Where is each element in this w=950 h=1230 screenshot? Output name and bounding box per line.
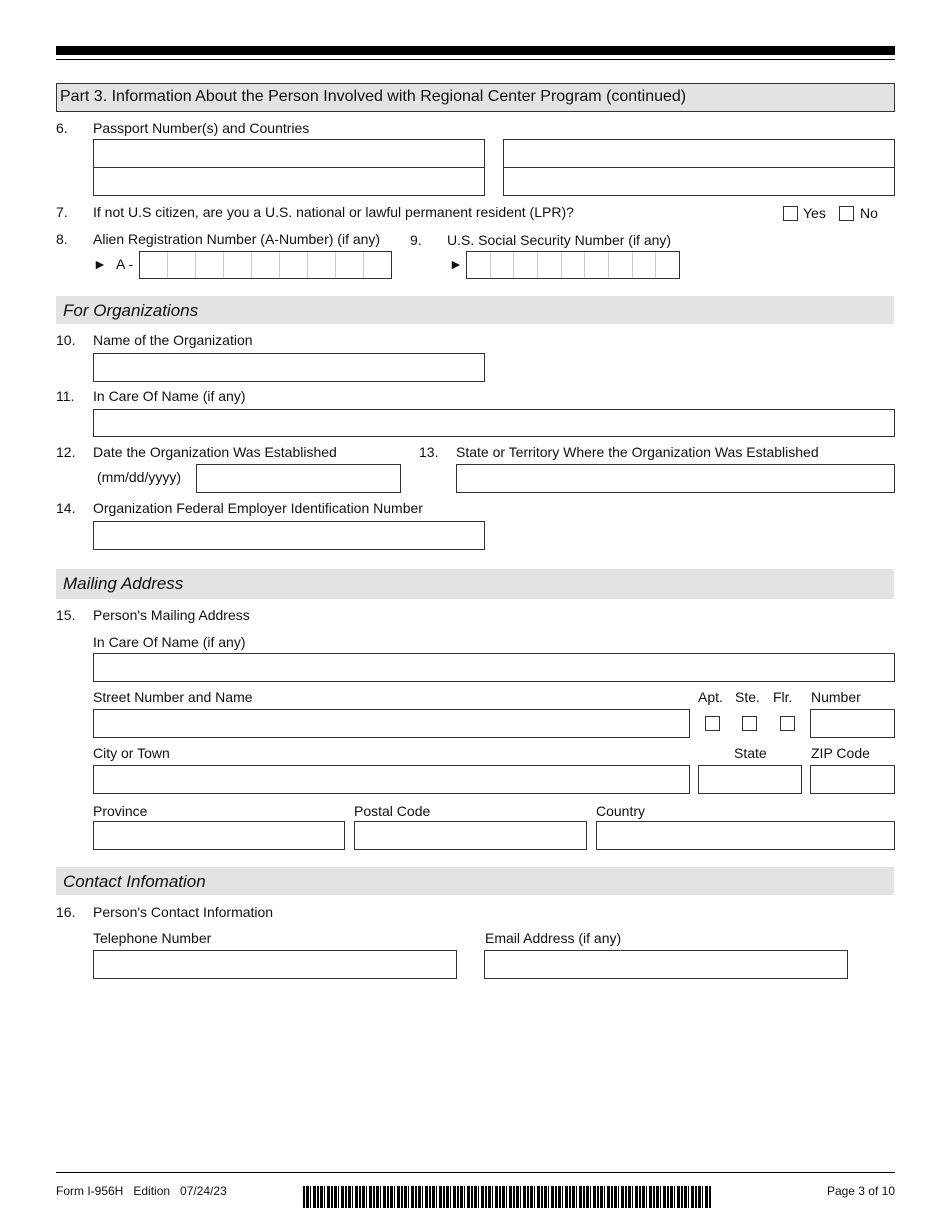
q15-label: Person's Mailing Address: [93, 607, 250, 623]
q11-label: In Care Of Name (if any): [93, 388, 246, 404]
city-input[interactable]: [93, 765, 690, 794]
passport-field-3[interactable]: [503, 139, 895, 168]
q8-arrow-icon: ►: [93, 256, 107, 272]
province-label: Province: [93, 803, 148, 819]
ste-label: Ste.: [735, 689, 760, 705]
footer-page-number: Page 3 of 10: [826, 1184, 895, 1198]
apt-checkbox[interactable]: [705, 716, 720, 731]
q7-no-label: No: [860, 205, 878, 221]
q11-number: 11.: [56, 388, 75, 404]
province-input[interactable]: [93, 821, 345, 850]
ssn-input[interactable]: [466, 251, 680, 279]
postal-code-input[interactable]: [354, 821, 587, 850]
q8-number: 8.: [56, 231, 68, 247]
q16-number: 16.: [56, 904, 76, 920]
part-header: [56, 83, 895, 112]
q9-label: U.S. Social Security Number (if any): [447, 232, 672, 248]
q6-number: 6.: [56, 120, 68, 136]
passport-field-2[interactable]: [93, 167, 485, 196]
state-label: State: [734, 745, 767, 761]
q6-label: Passport Number(s) and Countries: [93, 120, 310, 136]
q8-prefix: A -: [116, 256, 134, 272]
q12-label: Date the Organization Was Established: [93, 444, 337, 460]
org-state-input[interactable]: [456, 464, 895, 493]
q7-no-checkbox[interactable]: [839, 206, 854, 221]
top-rule-thick: [56, 46, 895, 55]
q10-label: Name of the Organization: [93, 332, 253, 348]
q7-label: If not U.S citizen, are you a U.S. national or lawful permanent resident (LPR)?: [93, 204, 574, 220]
telephone-label: Telephone Number: [93, 930, 212, 946]
country-label: Country: [596, 803, 646, 819]
q7-yes-checkbox[interactable]: [783, 206, 798, 221]
passport-field-4[interactable]: [503, 167, 895, 196]
section-mailing-title: Mailing Address: [63, 574, 184, 593]
city-label: City or Town: [93, 745, 170, 761]
q10-number: 10.: [56, 332, 76, 348]
email-label: Email Address (if any): [485, 930, 622, 946]
passport-field-1[interactable]: [93, 139, 485, 168]
flr-label: Flr.: [773, 689, 793, 705]
barcode: [303, 1186, 711, 1208]
q16-label: Person's Contact Information: [93, 904, 274, 920]
q7-number: 7.: [56, 204, 68, 220]
section-mailing-address: [56, 569, 894, 599]
q12-number: 12.: [56, 444, 76, 460]
ste-checkbox[interactable]: [742, 716, 757, 731]
section-contact-title: Contact Infomation: [63, 872, 206, 891]
q13-number: 13.: [419, 444, 439, 460]
unit-number-input[interactable]: [810, 709, 895, 738]
section-organizations-title: For Organizations: [63, 301, 199, 320]
q9-number: 9.: [410, 232, 422, 248]
org-fein-input[interactable]: [93, 521, 485, 550]
street-input[interactable]: [93, 709, 690, 738]
section-organizations: [56, 296, 894, 324]
q8-label: Alien Registration Number (A-Number) (if any): [93, 231, 381, 247]
org-in-care-of-input[interactable]: [93, 409, 895, 437]
organization-name-input[interactable]: [93, 353, 485, 382]
unit-number-label: Number: [811, 689, 861, 705]
org-established-date-input[interactable]: [196, 464, 401, 493]
footer-form-id: Form I-956H Edition 07/24/23: [56, 1184, 227, 1198]
q15-number: 15.: [56, 607, 76, 623]
zip-input[interactable]: [810, 765, 895, 794]
postal-label: Postal Code: [354, 803, 431, 819]
state-select[interactable]: [698, 765, 802, 794]
flr-checkbox[interactable]: [780, 716, 795, 731]
part-title: Part 3. Information About the Person Involved with Regional Center Program (continued): [60, 88, 687, 105]
q9-arrow-icon: ►: [449, 256, 463, 272]
q12-date-format: (mm/dd/yyyy): [97, 469, 181, 485]
in-care-of-label: In Care Of Name (if any): [93, 634, 246, 650]
q7-yes-label: Yes: [803, 205, 826, 221]
top-rule-thin: [56, 59, 895, 60]
q13-label: State or Territory Where the Organization Was Established: [456, 444, 819, 460]
mailing-in-care-of-input[interactable]: [93, 653, 895, 682]
telephone-input[interactable]: [93, 950, 457, 979]
zip-label: ZIP Code: [811, 745, 870, 761]
email-input[interactable]: [484, 950, 848, 979]
q14-label: Organization Federal Employer Identification Number: [93, 500, 423, 516]
footer-rule: [56, 1172, 895, 1173]
street-label: Street Number and Name: [93, 689, 253, 705]
q14-number: 14.: [56, 500, 76, 516]
a-number-input[interactable]: [139, 251, 392, 279]
country-input[interactable]: [596, 821, 895, 850]
apt-label: Apt.: [698, 689, 723, 705]
section-contact: [56, 867, 894, 895]
